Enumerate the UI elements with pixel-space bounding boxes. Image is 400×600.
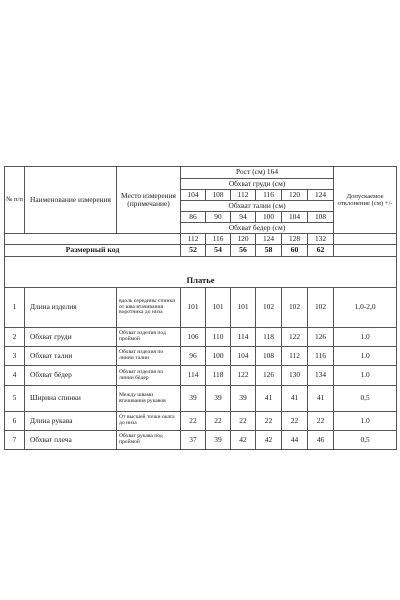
row-name: Обхват талии	[25, 347, 117, 366]
row-value: 104	[231, 347, 256, 366]
row-value: 114	[231, 328, 256, 347]
size-code-value: 56	[231, 245, 256, 257]
row-value: 122	[282, 328, 308, 347]
row-tolerance: 0,5	[334, 386, 397, 412]
row-value: 41	[282, 386, 308, 412]
row-number: 6	[5, 412, 25, 431]
row-value: 130	[282, 366, 308, 386]
waist-value: 94	[231, 212, 256, 223]
table-row	[5, 431, 397, 450]
waist-value: 108	[308, 212, 334, 223]
row-value: 42	[231, 431, 256, 450]
row-value: 110	[206, 328, 231, 347]
row-value: 44	[282, 431, 308, 450]
row-number: 1	[5, 288, 25, 328]
row-tolerance: 1,0-2,0	[334, 288, 397, 328]
size-chart-table	[4, 166, 397, 450]
row-value: 106	[181, 328, 206, 347]
row-value: 41	[256, 386, 282, 412]
row-value: 134	[308, 366, 334, 386]
hips-value: 120	[231, 234, 256, 245]
row-value: 116	[308, 347, 334, 366]
row-value: 126	[308, 328, 334, 347]
row-tolerance: 1.0	[334, 328, 397, 347]
header-hips: Обхват бедер (см)	[181, 223, 334, 234]
row-value: 118	[206, 366, 231, 386]
size-code-value: 62	[308, 245, 334, 257]
row-value: 22	[308, 412, 334, 431]
header-waist: Обхват талии (см)	[181, 201, 334, 212]
chest-value: 116	[256, 190, 282, 201]
size-code-value: 58	[256, 245, 282, 257]
row-value: 46	[308, 431, 334, 450]
chest-value: 108	[206, 190, 231, 201]
size-code-label: Размерный код	[5, 245, 181, 257]
row-value: 37	[181, 431, 206, 450]
waist-value: 100	[256, 212, 282, 223]
row-tolerance: 1.0	[334, 347, 397, 366]
header-height: Рост (см) 164	[181, 167, 334, 179]
hips-value: 112	[181, 234, 206, 245]
waist-value: 90	[206, 212, 231, 223]
row-name: Обхват груди	[25, 328, 117, 347]
size-code-value: 52	[181, 245, 206, 257]
hips-value: 132	[308, 234, 334, 245]
row-place: Обхват изделия под проймой	[117, 328, 181, 347]
header-place: Место измерения (примечание)	[117, 167, 181, 234]
size-code-value: 54	[206, 245, 231, 257]
row-value: 22	[282, 412, 308, 431]
size-code-row	[5, 245, 397, 257]
row-value: 108	[256, 347, 282, 366]
row-value: 42	[256, 431, 282, 450]
table-row	[5, 347, 397, 366]
row-value: 112	[282, 347, 308, 366]
table-row	[5, 288, 397, 328]
row-number: 5	[5, 386, 25, 412]
row-value: 101	[181, 288, 206, 328]
row-place: От высшей точки оката до низа	[117, 412, 181, 431]
row-value: 122	[231, 366, 256, 386]
chest-value: 124	[308, 190, 334, 201]
row-place: Обхват изделия по линии талии	[117, 347, 181, 366]
row-name: Длина рукава	[25, 412, 117, 431]
row-name: Ширина спинки	[25, 386, 117, 412]
row-value: 102	[282, 288, 308, 328]
row-value: 22	[206, 412, 231, 431]
row-value: 100	[206, 347, 231, 366]
header-name: Наименование измерения	[25, 167, 117, 234]
row-name: Длина изделия	[25, 288, 117, 328]
chest-value: 112	[231, 190, 256, 201]
table-row	[5, 386, 397, 412]
section-title: Платье	[5, 275, 397, 288]
chest-value: 104	[181, 190, 206, 201]
row-value: 39	[206, 386, 231, 412]
hips-value: 124	[256, 234, 282, 245]
table-row	[5, 366, 397, 386]
row-place: Между швами втачивания рукавов	[117, 386, 181, 412]
row-name: Обхват плеча	[25, 431, 117, 450]
row-number: 7	[5, 431, 25, 450]
table-row	[5, 328, 397, 347]
header-tolerance: Допускаемое отклонение (см) +/-	[334, 167, 397, 234]
row-tolerance: 1.0	[334, 366, 397, 386]
row-value: 22	[256, 412, 282, 431]
chest-value: 120	[282, 190, 308, 201]
size-code-value: 60	[282, 245, 308, 257]
row-number: 3	[5, 347, 25, 366]
row-value: 114	[181, 366, 206, 386]
hips-value: 116	[206, 234, 231, 245]
header-num: № п/п	[5, 167, 25, 234]
row-value: 102	[308, 288, 334, 328]
row-value: 102	[256, 288, 282, 328]
row-tolerance: 0,5	[334, 431, 397, 450]
row-value: 118	[256, 328, 282, 347]
row-value: 39	[206, 431, 231, 450]
row-value: 101	[231, 288, 256, 328]
row-place: Обхват изделия по линии бёдер	[117, 366, 181, 386]
row-value: 41	[308, 386, 334, 412]
row-tolerance: 1.0	[334, 412, 397, 431]
hips-value: 128	[282, 234, 308, 245]
row-value: 96	[181, 347, 206, 366]
row-value: 39	[231, 386, 256, 412]
waist-value: 86	[181, 212, 206, 223]
row-value: 126	[256, 366, 282, 386]
row-place: Обхват рукава под проймой	[117, 431, 181, 450]
row-value: 101	[206, 288, 231, 328]
row-value: 22	[231, 412, 256, 431]
row-value: 39	[181, 386, 206, 412]
row-number: 2	[5, 328, 25, 347]
hips-values-row	[5, 234, 397, 245]
header-chest: Обхват груди (см)	[181, 179, 334, 190]
row-name: Обхват бёдер	[25, 366, 117, 386]
row-value: 22	[181, 412, 206, 431]
row-place: вдоль середины спинки от шва втачивания воротника до низа	[117, 288, 181, 328]
table-row	[5, 412, 397, 431]
row-number: 4	[5, 366, 25, 386]
waist-value: 104	[282, 212, 308, 223]
